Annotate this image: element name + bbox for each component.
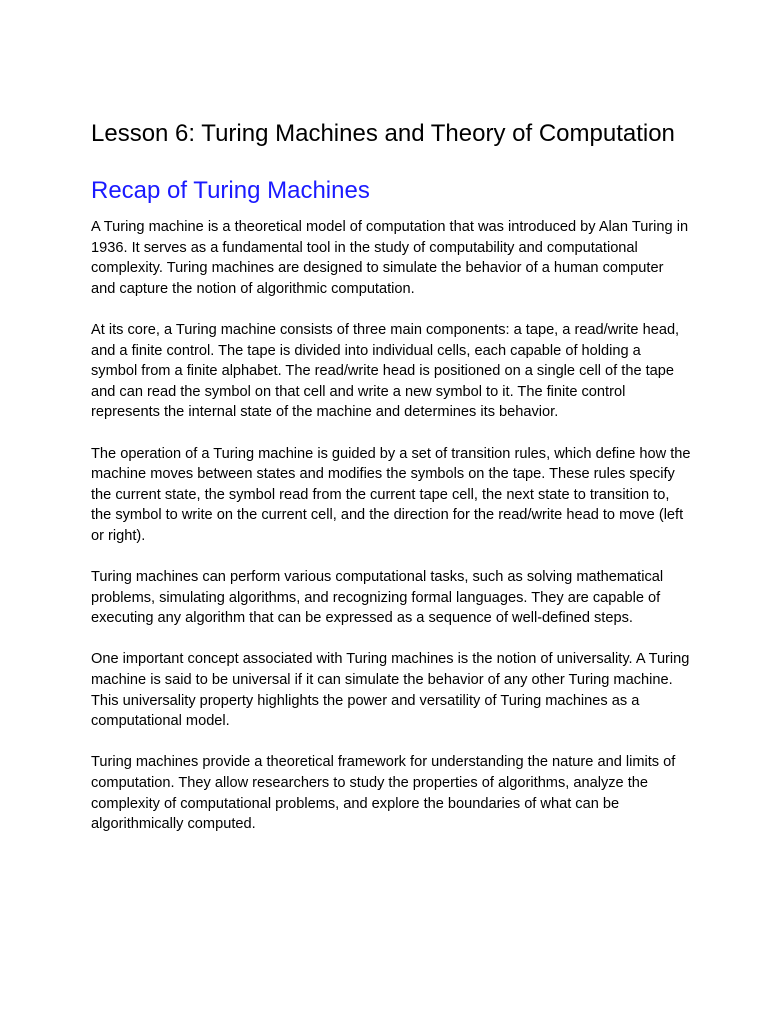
paragraph-universality: One important concept associated with Turing machines is the notion of universality. A Turing machine is said to be universal if it can simulate the behavior of any other Turing machine. This universality property highlights the power and versatility of Turing machines as a computational model. — [91, 651, 690, 730]
paragraph-components: At its core, a Turing machine consists of three main components: a tape, a read/write head, and a finite control. The tape is divided into individual cells, each capable of holding a symbol from a finite alphabet. The read/write head is positioned on a single cell of the tape and can read the symbol on that cell and write a new symbol to it. The finite control represents the internal state of the machine and determines its behavior. — [91, 321, 680, 421]
paragraph-framework: Turing machines provide a theoretical framework for understanding the nature and limits of computation. They allow researchers to study the properties of algorithms, analyze the complexity of computational problems, and explore the boundaries of what can be algorithmically computed. — [91, 754, 676, 833]
document-body — [91, 116, 691, 855]
paragraph-capabilities: Turing machines can perform various computational tasks, such as solving mathematical problems, simulating algorithms, and recognizing formal languages. They are capable of executing any algorithm that can be expressed as a sequence of well-defined steps. — [91, 569, 664, 627]
paragraph-transition-rules: The operation of a Turing machine is guided by a set of transition rules, which define how the machine moves between states and modifies the symbols on the tape. These rules specify the current state, the symbol read from the current tape cell, the next state to transition to, the symbol to write on the current cell, and the direction for the read/write head to move (left or right). — [91, 445, 691, 544]
document-title: Lesson 6: Turing Machines and Theory of Computation — [91, 120, 675, 147]
section-heading: Recap of Turing Machines — [91, 177, 370, 204]
paragraph-intro: A Turing machine is a theoretical model of computation that was introduced by Alan Turing in 1936. It serves as a fundamental tool in the study of computability and computational complexity. Turing machines are designed to simulate the behavior of a human computer and capture the notion of algorithmic computation. — [91, 219, 689, 297]
